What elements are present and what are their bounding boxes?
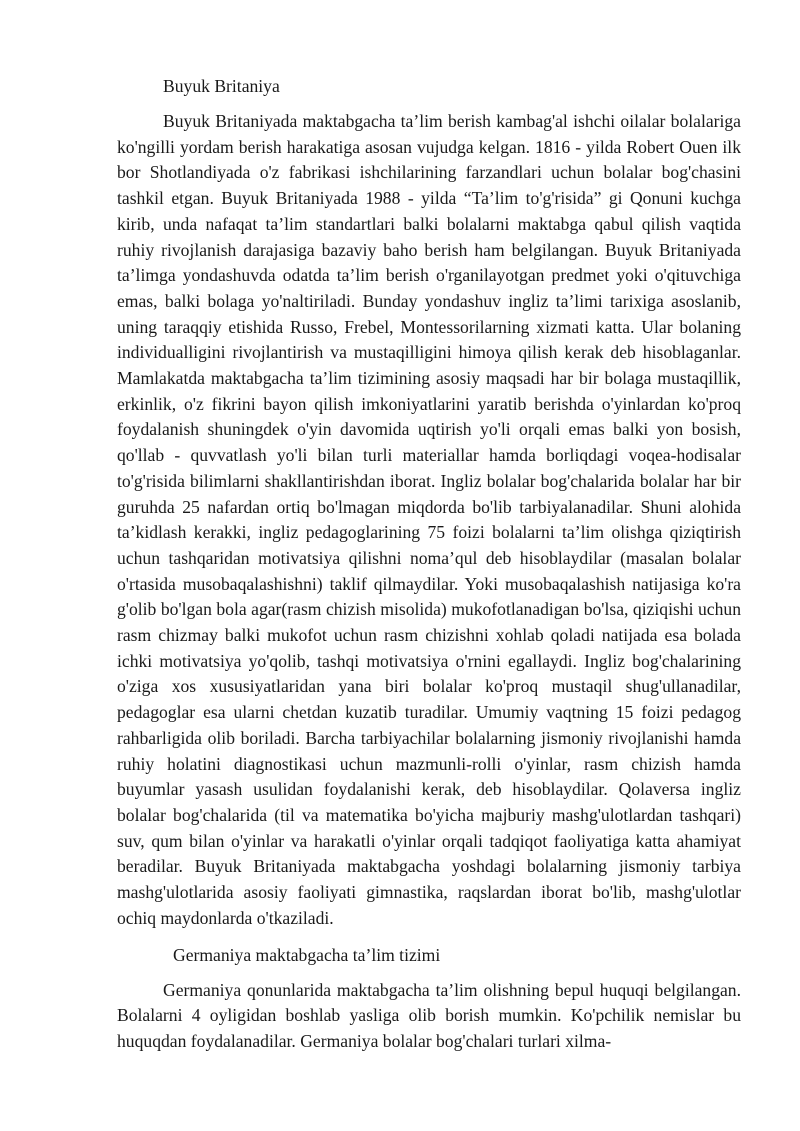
spacer (117, 969, 741, 978)
spacer (117, 100, 741, 109)
spacer (117, 932, 741, 943)
section-heading-germaniya: Germaniya maktabgacha ta’lim tizimi (173, 944, 441, 965)
paragraph-germaniya: Germaniya qonunlarida maktabgacha ta’lim olishning bepul huquqi belgilangan. Bolalarni 4 oyligidan boshlab yasliga olib borish mumkin. Ko'pchilik nemislar bu huquqdan foydalanadilar. Germaniya bolalar bog'chalari turlari xilma- (117, 979, 741, 1051)
paragraph-buyuk-britaniya: Buyuk Britaniyada maktabgacha ta’lim berish kambag'al ishchi oilalar bolalariga ko'ngilli yordam berish harakatiga asosan vujudga kelgan. 1816 - yilda Robert Ouen ilk bor Shotlandiyada o'z fabrikasi ishchilarining farzandlari uchun bolalar bog'chasini tashkil etgan. Buyuk Britaniyada 1988 - yilda “Ta’lim to'g'risida” gi Qonuni kuchga kirib, unda nafaqat ta’lim standartlari balki bolalarni maktabga qabul qilish vaqtida ruhiy rivojlanish darajasiga bazaviy baho berish ham belgilangan. Buyuk Britaniyada ta’limga yondashuvda odatda ta’lim berish o'rganilayotgan predmet yoki o'qituvchiga emas, balki bolaga yo'naltiriladi. Bunday yondashuv ingliz ta’limi tarixiga asoslanib, uning taraqqiy etishida Russo, Frebel, Montessorilarning xizmati katta. Ular bolaning individualligini rivojlantirish va mustaqilligini himoya qilish kerak deb hisoblaganlar. Mamlakatda maktabgacha ta’lim tizimining asosiy maqsadi har bir bolaga mustaqillik, erkinlik, o'z fikrini bayon qilish imkoniyatlarini yaratib berishda o'yinlardan ko'proq foydalanish shuningdek o'yin davomida uqtirish yo'li orqali emas balki yon bosish, qo'llab - quvvatlash yo'li bilan turli materiallar hamda borliqdagi voqea-hodisalar to'g'risida bilimlarni shakllantirishdan iborat. Ingliz bolalar bog'chalarida bolalar har bir guruhda 25 nafardan ortiq bo'lmagan miqdorda bo'lib tarbiyalanadilar. Shuni alohida ta’kidlash kerakki, ingliz pedagoglarining 75 foizi bolalarni ta’lim olishga qiziqtirish uchun tashqaridan motivatsiya qilishni noma’qul deb hisoblaydilar (masalan bolalar o'rtasida musobaqalashishni) taklif qilmaydilar. Yoki musobaqalashish natijasiga ko'ra g'olib bo'lgan bola agar(rasm chizish misolida) mukofotlanadigan bo'lsa, qiziqishi uchun rasm chizmay balki mukofot uchun rasm chizishni xohlab qoladi natijada esa bolada ichki motivatsiya yo'qolib, tashqi motivatsiya o'rnini egallaydi. Ingliz bog'chalarining o'ziga xos xususiyatlaridan yana biri bolalar ko'proq mustaqil shug'ullanadilar, pedagoglar esa ularni chetdan kuzatib turadilar. Umumiy vaqtning 15 foizi pedagog rahbarligida olib boriladi. Barcha tarbiyachilar bolalarning jismoniy rivojlanishi hamda ruhiy holatini diagnostikasi uchun mazmunli-rolli o'yinlar, rasm chizish hamda buyumlar yasash usulidan foydalanishi kerak, deb hisoblaydilar. Qolaversa ingliz bolalar bog'chalarida (til va matematika bo'yicha majburiy mashg'ulotlardan tashqari) suv, qum bilan o'yinlar va harakatli o'yinlar orqali tadqiqot faoliyatiga katta ahamiyat beradilar. Buyuk Britaniyada maktabgacha yoshdagi bolalarning jismoniy tarbiya mashg'ulotlarida asosiy faoliyati gimnastika, raqslardan iborat bo'lib, mashg'ulotlar ochiq maydonlarda o'tkaziladi. (117, 111, 741, 928)
document-body (117, 74, 741, 1055)
section-heading-buyuk-britaniya: Buyuk Britaniya (163, 76, 280, 96)
